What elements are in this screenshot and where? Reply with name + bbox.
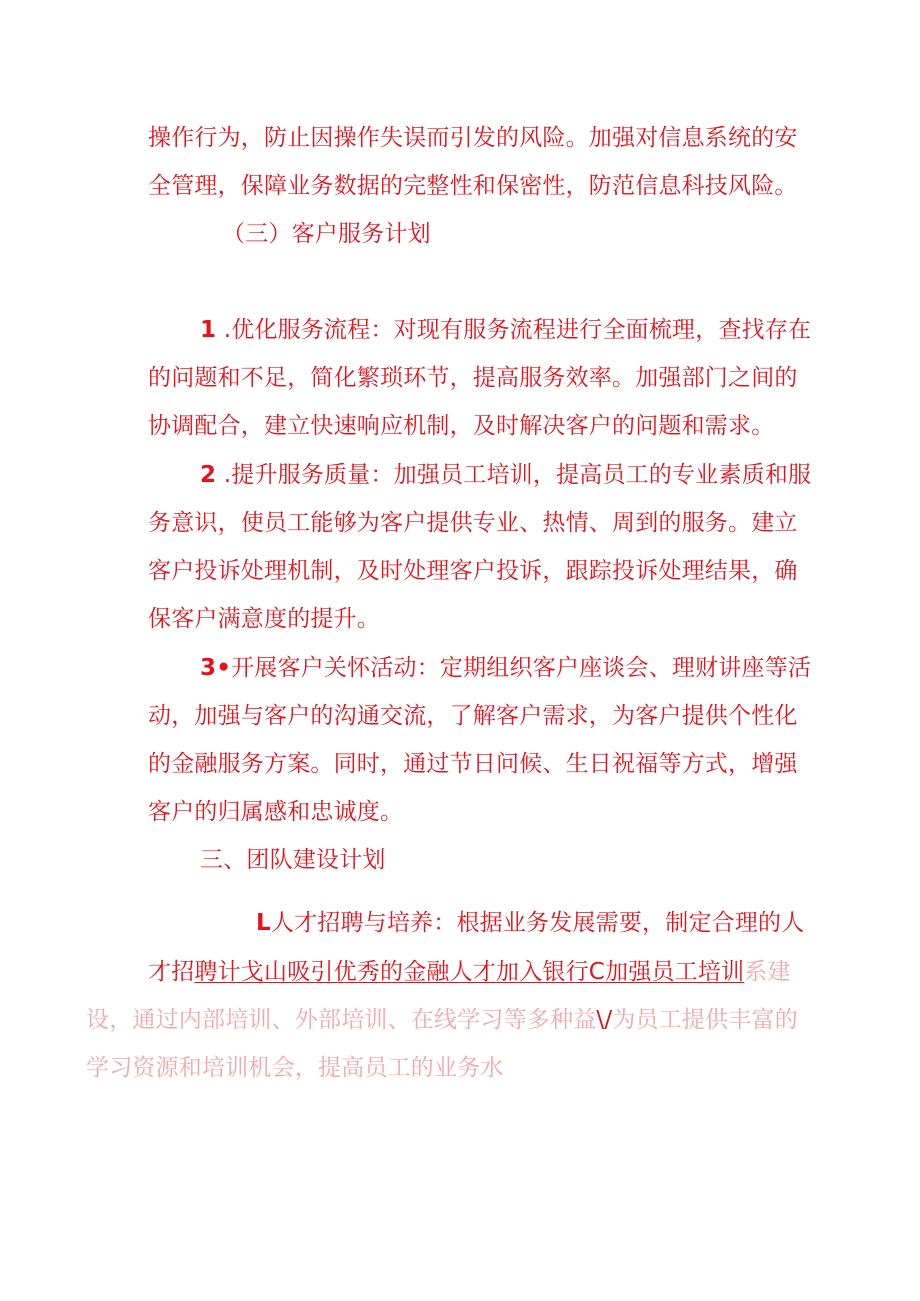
text-segment: 才招 — [148, 959, 195, 985]
list-item-line: 保客户满意度的提升。 — [148, 606, 380, 632]
list-item-line: 务意识，使员工能够为客户提供专业、热情、周到的服务。建立 — [148, 510, 798, 536]
list-item-line: 动，加强与客户的沟通交流，了解客户需求，为客户提供个性化 — [148, 703, 798, 729]
faded-text-segment: 为员工提供丰富的 — [612, 1007, 798, 1033]
section-heading: （三）客户服务计划 — [222, 221, 431, 247]
team-line — [256, 908, 804, 938]
list-item-line — [200, 315, 811, 345]
list-item-line — [200, 460, 811, 490]
faded-text-segment: 设，通过内部培训、外部培训、在线学习等多种益 — [86, 1007, 597, 1033]
list-item-line: 客户投诉处理机制，及时处理客户投诉，跟踪投诉处理结果，确 — [148, 558, 798, 584]
text-segment: \/ — [596, 1007, 613, 1033]
item-text: 开展客户关怀活动：定期组织客户座谈会、理财讲座等活 — [231, 655, 812, 681]
faded-text-segment: 系建 — [744, 959, 791, 985]
list-item-line — [200, 653, 811, 683]
team-line — [86, 1005, 798, 1035]
section-heading: 三、团队建设计划 — [200, 847, 386, 873]
paragraph-line: 操作行为，防止因操作失误而引发的风险。加强对信息系统的安 — [148, 125, 798, 151]
item-number: L — [256, 910, 271, 936]
list-item-line: 客户的归属感和忠诚度。 — [148, 799, 404, 825]
item-number: 2 — [200, 462, 217, 488]
list-item-line: 的金融服务方案。同时，通过节日问候、生日祝福等方式，增强 — [148, 751, 798, 777]
list-item-line: 的问题和不足，简化繁琐环节，提高服务效率。加强部门之间的 — [148, 365, 798, 391]
paragraph-line: 全管理，保障业务数据的完整性和保密性，防范信息科技风险。 — [148, 173, 798, 199]
underlined-text-segment: 聘计戈山吸引优秀的金融人才加入银行C加强员工培训 — [194, 959, 745, 985]
list-item-line: 协调配合，建立快速响应机制，及时解决客户的问题和需求。 — [148, 413, 775, 439]
team-line — [148, 957, 791, 987]
item-number: 1 — [200, 317, 217, 343]
team-line: 学习资源和培训机会，提高员工的业务水 — [86, 1055, 504, 1081]
item-number: 3• — [200, 655, 232, 681]
item-text: .优化服务流程：对现有服务流程进行全面梳理，查找存在 — [216, 317, 812, 343]
item-text: .提升服务质量：加强员工培训，提高员工的专业素质和服 — [216, 462, 812, 488]
item-text: 人才招聘与培养：根据业务发展需要，制定合理的人 — [270, 910, 805, 936]
